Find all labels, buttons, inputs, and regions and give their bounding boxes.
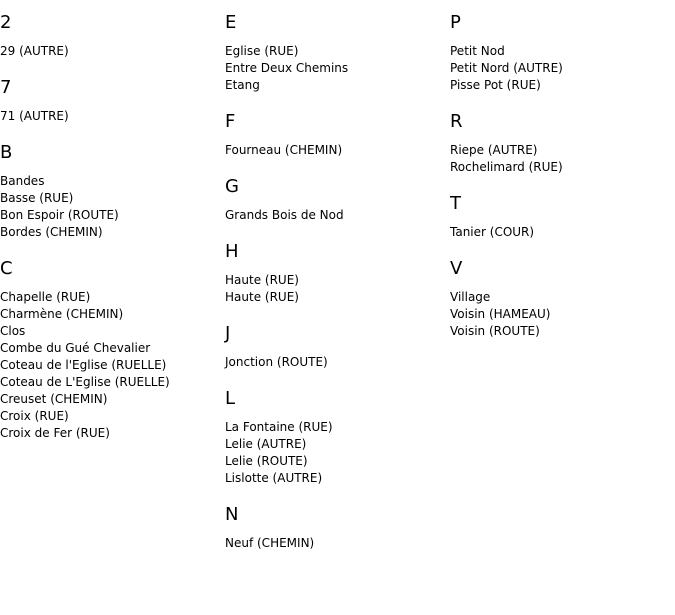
letter-heading: J	[225, 323, 231, 344]
street-item[interactable]: Entre Deux Chemins	[225, 61, 349, 75]
street-list	[225, 43, 447, 94]
letter-group-t	[450, 193, 672, 241]
street-item[interactable]: Coteau de L'Eglise (RUELLE)	[0, 375, 170, 389]
street-item[interactable]: Croix de Fer (RUE)	[0, 426, 110, 440]
street-list	[450, 142, 672, 176]
street-item[interactable]: Chapelle (RUE)	[0, 290, 91, 304]
street-list	[225, 207, 447, 224]
street-list	[0, 43, 222, 60]
letter-group-f	[225, 111, 447, 159]
letter-group-h	[225, 241, 447, 306]
index-column-1	[0, 12, 222, 459]
letter-group-7	[0, 77, 222, 125]
street-item[interactable]: Petit Nord (AUTRE)	[450, 61, 563, 75]
street-item[interactable]: Lelie (AUTRE)	[225, 437, 307, 451]
letter-group-2	[0, 12, 222, 60]
street-item[interactable]: Creuset (CHEMIN)	[0, 392, 108, 406]
street-item[interactable]: Combe du Gué Chevalier	[0, 341, 151, 355]
letter-group-j	[225, 323, 447, 371]
street-list	[0, 173, 222, 241]
letter-group-b	[0, 142, 222, 241]
letter-heading: L	[225, 388, 236, 409]
letter-heading: P	[450, 12, 461, 33]
street-item[interactable]: Tanier (COUR)	[450, 225, 535, 239]
letter-heading: G	[225, 176, 239, 197]
street-list	[450, 43, 672, 94]
street-list	[225, 535, 447, 552]
letter-group-e	[225, 12, 447, 94]
street-item[interactable]: Basse (RUE)	[0, 191, 74, 205]
letter-group-g	[225, 176, 447, 224]
street-item[interactable]: Grands Bois de Nod	[225, 208, 344, 222]
street-item[interactable]: Charmène (CHEMIN)	[0, 307, 124, 321]
street-item[interactable]: La Fontaine (RUE)	[225, 420, 333, 434]
street-list	[225, 142, 447, 159]
street-list	[0, 289, 222, 442]
street-item[interactable]: Haute (RUE)	[225, 273, 299, 287]
street-item[interactable]: Bon Espoir (ROUTE)	[0, 208, 119, 222]
letter-heading: B	[0, 142, 13, 163]
street-item[interactable]: Village	[450, 290, 491, 304]
letter-group-r	[450, 111, 672, 176]
letter-heading: C	[0, 258, 13, 279]
street-list	[225, 354, 447, 371]
index-column-2	[225, 12, 447, 569]
letter-group-c	[0, 258, 222, 442]
street-list	[225, 272, 447, 306]
street-item[interactable]: Voisin (ROUTE)	[450, 324, 540, 338]
street-item[interactable]: Coteau de l'Eglise (RUELLE)	[0, 358, 167, 372]
street-item[interactable]: Etang	[225, 78, 260, 92]
street-item[interactable]: Bandes	[0, 174, 45, 188]
street-item[interactable]: Voisin (HAMEAU)	[450, 307, 551, 321]
street-list	[0, 108, 222, 125]
street-item[interactable]: Pisse Pot (RUE)	[450, 78, 541, 92]
street-list	[450, 289, 672, 340]
letter-group-l	[225, 388, 447, 487]
letter-heading: T	[450, 193, 461, 214]
letter-heading: N	[225, 504, 239, 525]
street-list	[450, 224, 672, 241]
street-item[interactable]: 71 (AUTRE)	[0, 109, 69, 123]
letter-group-p	[450, 12, 672, 94]
street-item[interactable]: Croix (RUE)	[0, 409, 69, 423]
street-item[interactable]: Riepe (AUTRE)	[450, 143, 538, 157]
street-item[interactable]: Lelie (ROUTE)	[225, 454, 308, 468]
street-item[interactable]: Fourneau (CHEMIN)	[225, 143, 343, 157]
letter-heading: 2	[0, 12, 12, 33]
letter-group-v	[450, 258, 672, 340]
letter-heading: E	[225, 12, 237, 33]
index-column-3	[450, 12, 672, 357]
street-list	[225, 419, 447, 487]
street-item[interactable]: Neuf (CHEMIN)	[225, 536, 315, 550]
street-item[interactable]: Clos	[0, 324, 26, 338]
letter-heading: F	[225, 111, 236, 132]
letter-group-n	[225, 504, 447, 552]
street-item[interactable]: Haute (RUE)	[225, 290, 299, 304]
street-item[interactable]: Bordes (CHEMIN)	[0, 225, 103, 239]
street-item[interactable]: Jonction (ROUTE)	[225, 355, 328, 369]
letter-heading: V	[450, 258, 463, 279]
letter-heading: 7	[0, 77, 12, 98]
letter-heading: R	[450, 111, 463, 132]
street-item[interactable]: Lislotte (AUTRE)	[225, 471, 323, 485]
street-item[interactable]: Rochelimard (RUE)	[450, 160, 563, 174]
letter-heading: H	[225, 241, 239, 262]
street-item[interactable]: Petit Nod	[450, 44, 505, 58]
street-item[interactable]: Eglise (RUE)	[225, 44, 299, 58]
street-item[interactable]: 29 (AUTRE)	[0, 44, 69, 58]
